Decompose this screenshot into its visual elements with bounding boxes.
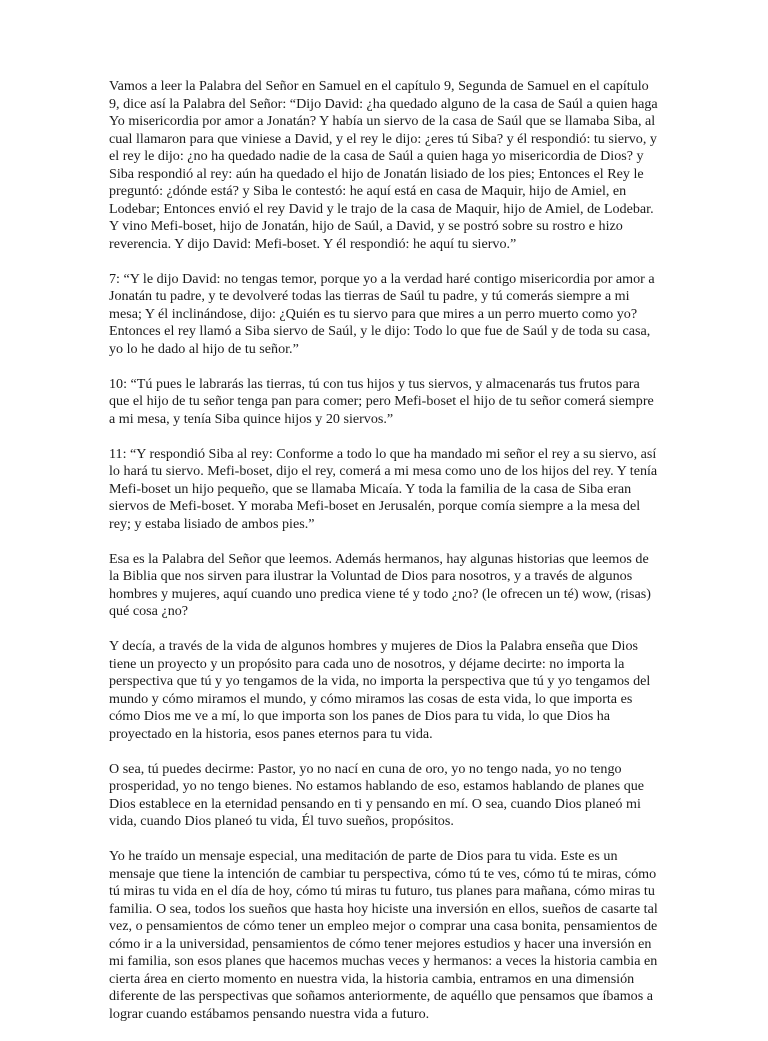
paragraph-commentary-4: Yo he traído un mensaje especial, una meditación de parte de Dios para tu vida. Este es un mensaje que tiene la intención de cambiar tu perspectiva, cómo tú te ves, cómo tú te miras, cómo tú miras tu vida en el día de hoy, cómo tú miras tu futuro, tus planes para mañana, cómo miras tu familia. O sea, todos los sueños que hasta hoy hiciste una inversión en ellos, sueños de casarte tal vez, o pensamientos de cómo tener un empleo mejor o comprar una casa bonita, pensamientos de cómo ir a la universidad, pensamientos de cómo tener mejores estudios y hacer una inversión en mi familia, son esos planes que hacemos muchas veces y hermanos: a veces la historia cambia en cierta área en cierto momento en nuestra vida, la historia cambia, entramos en una dimensión diferente de las perspectivas que soñamos anteriormente, de aquéllo que pensamos que íbamos a lograr cuando estábamos pensando nuestra vida a futuro. xyxy=(109,848,658,1022)
paragraph-verse-10: 10: “Tú pues le labrarás las tierras, tú con tus hijos y tus siervos, y almacenarás tus frutos para que el hijo de tu señor tenga pan para comer; pero Mefi-boset el hijo de tu señor comerá siempre a mi mesa, y tenía Siba quince hijos y 20 siervos.” xyxy=(109,375,654,427)
paragraph-commentary-1: Esa es la Palabra del Señor que leemos. Además hermanos, hay algunas historias que leemos de la Biblia que nos sirven para ilustrar la Voluntad de Dios para nosotros, y a través de algunos hombres y mujeres, aquí cuando uno predica viene té y todo ¿no? (le ofrecen un té) wow, (risas) qué cosa ¿no? xyxy=(109,550,651,619)
paragraph-commentary-3: O sea, tú puedes decirme: Pastor, yo no nací en cuna de oro, yo no tengo nada, yo no tengo prosperidad, yo no tengo bienes. No estamos hablando de eso, estamos hablando de planes que Dios establece en la eternidad pensando en ti y pensando en mí. O sea, cuando Dios planeó mi vida, cuando Dios planeó tu vida, Él tuvo sueños, propósitos. xyxy=(109,760,645,829)
document-page xyxy=(109,78,661,1041)
paragraph-verse-7: 7: “Y le dijo David: no tengas temor, porque yo a la verdad haré contigo misericordia por amor a Jonatán tu padre, y te devolveré todas las tierras de Saúl tu padre, y tú comerás siempre a mi mesa; Y él inclinándose, dijo: ¿Quién es tu siervo para que mires a un perro muerto como yo? Entonces el rey llamó a Siba siervo de Saúl, y le dijo: Todo lo que fue de Saúl y de toda su casa, yo lo he dado al hijo de tu señor.” xyxy=(109,270,655,357)
paragraph-verse-11: 11: “Y respondió Siba al rey: Conforme a todo lo que ha mandado mi señor el rey a su siervo, así lo hará tu siervo. Mefi-boset, dijo el rey, comerá a mi mesa como uno de los hijos del rey. Y tenía Mefi-boset un hijo pequeño, que se llamaba Micaía. Y toda la familia de la casa de Siba eran siervos de Mefi-boset. Y moraba Mefi-boset en Jerusalén, porque comía siempre a la mesa del rey; y estaba lisiado de ambos pies.” xyxy=(109,445,658,532)
paragraph-intro: Vamos a leer la Palabra del Señor en Samuel en el capítulo 9, Segunda de Samuel en el capítulo 9, dice así la Palabra del Señor: “Dijo David: ¿ha quedado alguno de la casa de Saúl a quien haga Yo misericordia por amor a Jonatán? Y había un siervo de la casa de Saúl que se llamaba Siba, al cual llamaron para que viniese a David, y el rey le dijo: ¿eres tú Siba? y él respondió: tu siervo, y el rey le dijo: ¿no ha quedado nadie de la casa de Saúl a quien haga yo misericordia de Dios? y Siba respondió al rey: aún ha quedado el hijo de Jonatán lisiado de los pies; Entonces el Rey le preguntó: ¿dónde está? y Siba le contestó: he aquí está en casa de Maquir, hijo de Amiel, en Lodebar; Entonces envió el rey David y le trajo de la casa de Maquir, hijo de Amiel, de Lodebar. Y vino Mefi-boset, hijo de Jonatán, hijo de Saúl, a David, y se postró sobre su rostro e hizo reverencia. Y dijo David: Mefi-boset. Y él respondió: he aquí tu siervo.” xyxy=(109,78,658,252)
paragraph-commentary-2: Y decía, a través de la vida de algunos hombres y mujeres de Dios la Palabra enseña que Dios tiene un proyecto y un propósito para cada uno de nosotros, y déjame decirte: no importa la perspectiva que tú y yo tengamos de la vida, no importa la perspectiva que tú y yo tengamos del mundo y cómo miramos el mundo, y cómo miramos las cosas de esta vida, lo que importa es cómo Dios me ve a mí, lo que importa son los panes de Dios para tu vida, lo que Dios ha proyectado en la historia, esos panes eternos para tu vida. xyxy=(109,638,651,742)
